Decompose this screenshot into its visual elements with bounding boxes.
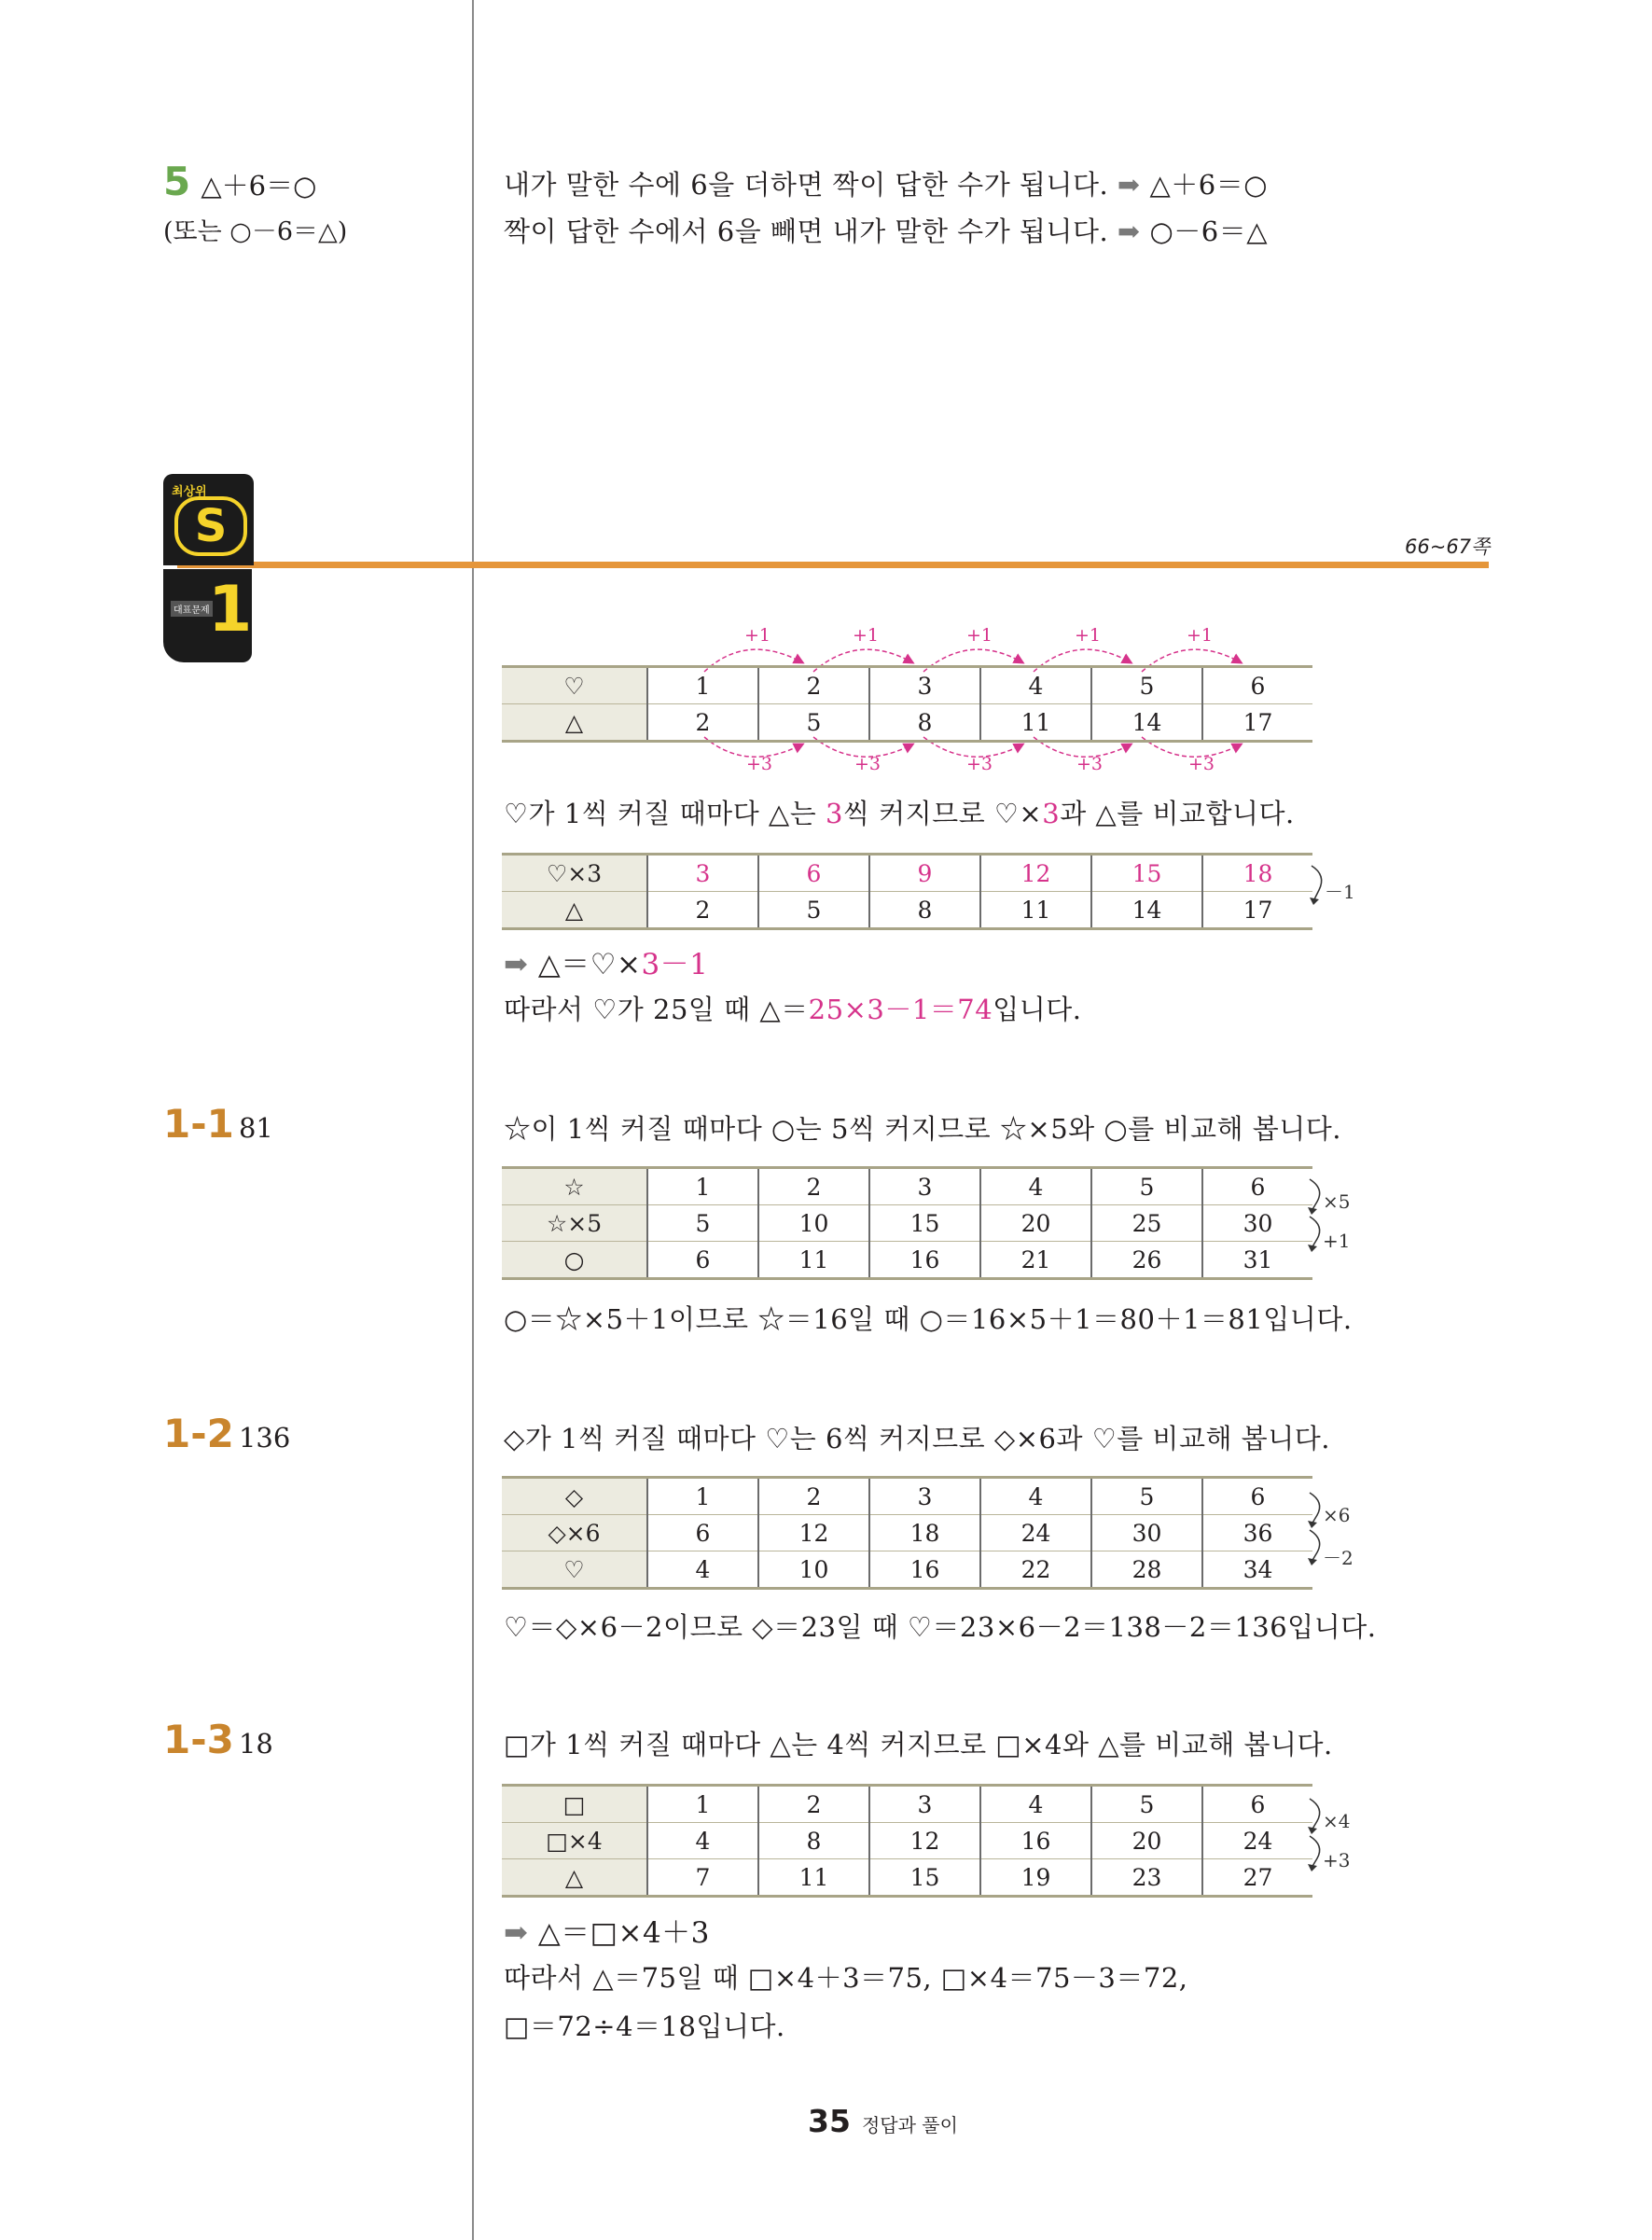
table-cell: 2 [758, 1478, 869, 1515]
table-side-label: －1 [1325, 881, 1355, 903]
solution-text: 짝이 답한 수에서 6을 빼면 내가 말한 수가 됩니다. [504, 216, 1109, 247]
problem-1-3-text: □가 1씩 커질 때마다 △는 4씩 커지므로 □×4와 △를 비교해 봅니다. [504, 1729, 1333, 1760]
arrow-stroke [1308, 1558, 1317, 1565]
table-cell: 22 [980, 1551, 1091, 1589]
table-cell: 11 [980, 704, 1091, 742]
table-cell: 19 [980, 1859, 1091, 1897]
table-cell: 3 [647, 855, 758, 892]
formula-highlight: 3－1 [641, 948, 709, 981]
table-cell: 36 [1202, 1515, 1312, 1551]
row-header: ◇×6 [502, 1515, 647, 1551]
arrow-stroke [1310, 1179, 1320, 1211]
rep1-table1 [502, 665, 1312, 743]
table-cell: 14 [1091, 892, 1202, 929]
row-header: △ [502, 892, 647, 929]
page-reference: 66~67쪽 [1405, 536, 1491, 558]
table-cell: 5 [758, 704, 869, 742]
table-cell: 11 [758, 1242, 869, 1279]
table-cell: 4 [647, 1551, 758, 1589]
table-cell: 6 [758, 855, 869, 892]
row-header: ☆×5 [502, 1205, 647, 1242]
table-cell: 18 [1202, 855, 1312, 892]
arrow-stroke [1310, 1836, 1320, 1868]
table-cell: 11 [980, 892, 1091, 929]
table-cell: 14 [1091, 704, 1202, 742]
table-cell: 1 [647, 667, 758, 704]
problem-5-answer-line1: △＋6＝○ [201, 170, 317, 202]
row-header: ♡ [502, 667, 647, 704]
problem-1-1-conclusion: ○＝☆×5＋1이므로 ☆＝16일 때 ○＝16×5＋1＝80＋1＝81입니다. [504, 1303, 1353, 1335]
row-header: △ [502, 704, 647, 742]
table-cell: 8 [869, 892, 980, 929]
badge-top-label: 최상위 [172, 485, 207, 499]
problem-1-3-table [502, 1784, 1312, 1898]
formula-part: △＝♡× [537, 948, 642, 981]
table-cell: 5 [647, 1205, 758, 1242]
text-part: 씩 커지므로 ♡× [842, 798, 1043, 829]
section-badge [163, 474, 254, 565]
row-header: ○ [502, 1242, 647, 1279]
arrow-stroke [1312, 866, 1322, 901]
bottom-label: +3 [1076, 754, 1104, 774]
table-cell: 4 [980, 1168, 1091, 1205]
bottom-label: +3 [746, 754, 773, 774]
table-cell: 3 [869, 1168, 980, 1205]
problem-1-3-formula [504, 1909, 710, 1951]
arrow-stroke [1308, 1245, 1317, 1252]
problem-5-answer-line2: (또는 ○－6＝△) [163, 217, 348, 246]
table-cell: 18 [869, 1515, 980, 1551]
table-cell: 28 [1091, 1551, 1202, 1589]
arrow-stroke [1308, 1864, 1317, 1871]
bottom-label: +3 [966, 754, 993, 774]
table-row [502, 1551, 1312, 1589]
table-cell: 6 [1202, 1168, 1312, 1205]
table-side-label: －2 [1323, 1547, 1354, 1569]
badge-number: 1 [208, 573, 253, 647]
problem-1-1-answer [163, 1101, 273, 1147]
table-cell: 2 [758, 1168, 869, 1205]
problem-5-number: 5 [163, 159, 191, 204]
right-arrow-icon: ➡ [1117, 169, 1141, 201]
table-cell: 5 [1091, 1478, 1202, 1515]
arrow-stroke [1310, 1530, 1320, 1562]
table-row [502, 1168, 1312, 1205]
top-label: +1 [853, 625, 880, 646]
table-cell: 6 [647, 1242, 758, 1279]
arrow-stroke [1310, 1493, 1320, 1524]
arrow-stroke [1310, 897, 1319, 905]
table-row [502, 892, 1312, 929]
text-part: 따라서 ♡가 25일 때 △＝ [504, 994, 809, 1025]
table-cell: 5 [1091, 1168, 1202, 1205]
problem-number: 1-3 [163, 1717, 234, 1762]
row-header: △ [502, 1859, 647, 1897]
table-row [502, 1859, 1312, 1897]
table-cell: 5 [1091, 667, 1202, 704]
table-cell: 31 [1202, 1242, 1312, 1279]
table-cell: 6 [647, 1515, 758, 1551]
table-cell: 9 [869, 855, 980, 892]
table-cell: 30 [1091, 1515, 1202, 1551]
table-cell: 6 [1202, 667, 1312, 704]
table-cell: 3 [869, 1786, 980, 1823]
table-cell: 25 [1091, 1205, 1202, 1242]
arrow-stroke [1308, 1827, 1317, 1834]
footer-label: 정답과 풀이 [861, 2114, 958, 2136]
arrow-stroke [1310, 1217, 1320, 1248]
table-cell: 1 [647, 1168, 758, 1205]
table-cell: 17 [1202, 704, 1312, 742]
table-cell: 7 [647, 1859, 758, 1897]
table-side-label: +1 [1323, 1230, 1351, 1252]
top-label: +1 [966, 625, 993, 646]
table-cell: 20 [1091, 1823, 1202, 1859]
row-header: ◇ [502, 1478, 647, 1515]
table-row [502, 1205, 1312, 1242]
problem-1-1-table [502, 1166, 1312, 1280]
table-cell: 4 [647, 1823, 758, 1859]
answer-value: 18 [238, 1728, 273, 1760]
table-cell: 11 [758, 1859, 869, 1897]
highlight: 3 [1042, 798, 1061, 829]
row-header: ♡ [502, 1551, 647, 1589]
table-row [502, 1515, 1312, 1551]
answer-value: 136 [238, 1422, 291, 1454]
table-cell: 24 [980, 1515, 1091, 1551]
problem-number: 1-1 [163, 1101, 234, 1147]
problem-1-3-conclusion2: □＝72÷4＝18입니다. [504, 2010, 785, 2042]
problem-1-2-text: ◇가 1씩 커질 때마다 ♡는 6씩 커지므로 ◇×6과 ♡를 비교해 봅니다. [504, 1423, 1330, 1454]
table-cell: 8 [758, 1823, 869, 1859]
table-cell: 1 [647, 1786, 758, 1823]
table-cell: 15 [869, 1205, 980, 1242]
table-cell: 2 [647, 892, 758, 929]
table-cell: 12 [980, 855, 1091, 892]
formula-text: △＝□×4＋3 [537, 1916, 710, 1950]
table-cell: 15 [1091, 855, 1202, 892]
table-cell: 5 [1091, 1786, 1202, 1823]
table-row [502, 1478, 1312, 1515]
rep1-explanation [504, 793, 1295, 831]
table-row [502, 855, 1312, 892]
table-cell: 24 [1202, 1823, 1312, 1859]
text-part: 과 △를 비교합니다. [1060, 798, 1295, 829]
table-side-label: ×4 [1323, 1810, 1351, 1832]
table-cell: 8 [869, 704, 980, 742]
text-part: 입니다. [993, 994, 1082, 1025]
table-side-label: ×6 [1323, 1504, 1351, 1526]
solution-result: △＋6＝○ [1149, 169, 1268, 201]
problem-5-solution-line2 [504, 211, 1268, 249]
row-header: □ [502, 1786, 647, 1823]
row-header: □×4 [502, 1823, 647, 1859]
table-cell: 30 [1202, 1205, 1312, 1242]
table-row [502, 1242, 1312, 1279]
right-arrow-icon: ➡ [1117, 216, 1141, 247]
table-cell: 23 [1091, 1859, 1202, 1897]
table-cell: 3 [869, 1478, 980, 1515]
table-cell: 34 [1202, 1551, 1312, 1589]
problem-1-2-conclusion: ♡＝◇×6－2이므로 ◇＝23일 때 ♡＝23×6－2＝138－2＝136입니다. [504, 1611, 1377, 1643]
table-cell: 16 [869, 1551, 980, 1589]
bottom-label: +3 [854, 754, 882, 774]
bottom-label: +3 [1188, 754, 1215, 774]
highlight: 25×3－1＝74 [808, 994, 993, 1025]
problem-1-2-answer [163, 1411, 290, 1456]
table-cell: 26 [1091, 1242, 1202, 1279]
table-cell: 2 [758, 1786, 869, 1823]
table-cell: 4 [980, 1478, 1091, 1515]
column-divider [472, 0, 474, 2240]
row-header: ♡×3 [502, 855, 647, 892]
table-cell: 12 [869, 1823, 980, 1859]
solution-result: ○－6＝△ [1149, 216, 1268, 247]
table-cell: 2 [758, 667, 869, 704]
badge-sub-label: 대표문제 [171, 601, 213, 617]
table-row [502, 667, 1312, 704]
rep1-formula [504, 940, 708, 982]
table-cell: 21 [980, 1242, 1091, 1279]
problem-1-3-conclusion1: 따라서 △＝75일 때 □×4＋3＝75, □×4＝75－3＝72, [504, 1962, 1188, 1994]
right-arrow-icon: ➡ [504, 948, 529, 981]
highlight: 3 [825, 798, 843, 829]
problem-5-solution-line1 [504, 164, 1268, 202]
table-cell: 2 [647, 704, 758, 742]
arrow-stroke [1308, 1521, 1317, 1528]
table-cell: 12 [758, 1515, 869, 1551]
table-side-label: +3 [1323, 1849, 1351, 1871]
answer-value: 81 [238, 1112, 273, 1144]
problem-1-2-table [502, 1476, 1312, 1590]
arrow-stroke [1310, 1799, 1320, 1830]
table-cell: 10 [758, 1551, 869, 1589]
table-cell: 27 [1202, 1859, 1312, 1897]
table-cell: 4 [980, 667, 1091, 704]
page-number: 35 [808, 2103, 851, 2139]
table-cell: 6 [1202, 1786, 1312, 1823]
text-part: ♡가 1씩 커질 때마다 △는 [504, 798, 826, 829]
section-divider [177, 562, 1489, 568]
table-cell: 3 [869, 667, 980, 704]
table-cell: 20 [980, 1205, 1091, 1242]
table-cell: 15 [869, 1859, 980, 1897]
table-cell: 4 [980, 1786, 1091, 1823]
page-footer [808, 2103, 958, 2139]
top-label: +1 [744, 625, 771, 646]
table-cell: 16 [869, 1242, 980, 1279]
table-cell: 6 [1202, 1478, 1312, 1515]
top-label: +1 [1187, 625, 1214, 646]
table-cell: 5 [758, 892, 869, 929]
table-row [502, 1786, 1312, 1823]
row-header: ☆ [502, 1168, 647, 1205]
solution-text: 내가 말한 수에 6을 더하면 짝이 답한 수가 됩니다. [504, 169, 1109, 201]
table-cell: 10 [758, 1205, 869, 1242]
problem-1-1-text: ☆이 1씩 커질 때마다 ○는 5씩 커지므로 ☆×5와 ○를 비교해 봅니다. [504, 1113, 1341, 1145]
table-row [502, 704, 1312, 742]
arrow-stroke [1308, 1207, 1317, 1215]
table-cell: 17 [1202, 892, 1312, 929]
table-side-label: ×5 [1323, 1190, 1351, 1213]
rep1-conclusion [504, 989, 1081, 1027]
problem-number: 1-2 [163, 1411, 234, 1456]
table-row [502, 1823, 1312, 1859]
rep1-table2 [502, 853, 1312, 930]
problem-5-answer [163, 159, 316, 204]
top-label: +1 [1075, 625, 1102, 646]
right-arrow-icon: ➡ [504, 1916, 529, 1950]
badge-letter: S [174, 496, 247, 556]
table-cell: 16 [980, 1823, 1091, 1859]
table-cell: 1 [647, 1478, 758, 1515]
section-badge-number [163, 569, 252, 662]
problem-1-3-answer [163, 1717, 273, 1762]
